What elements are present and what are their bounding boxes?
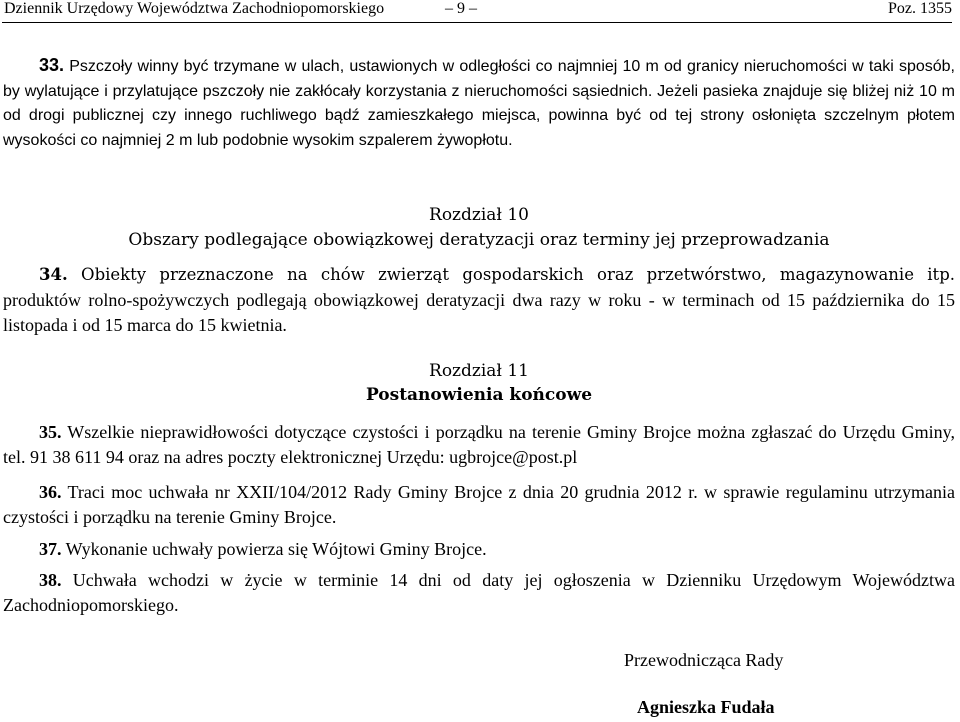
chapter-10-title: Rozdział 10 (429, 205, 529, 225)
paragraph-number: 35. (39, 422, 62, 442)
signature-role: Przewodnicząca Rady (624, 650, 784, 670)
chapter-11-title: Rozdział 11 (429, 361, 529, 381)
paragraph-text: Wykonanie uchwały powierza się Wójtowi Gminy Brojce. (61, 539, 487, 559)
journal-title: Dziennik Urzędowy Województwa Zachodniopomorskiego (4, 0, 385, 17)
paragraph-number: 38. (39, 570, 62, 590)
page-number: – 9 – (445, 0, 477, 17)
paragraph-text: Pszczoły winny być trzymane w ulach, ustawionych w odległości co najmniej 10 m od granicy nieruchomości w taki sposób, by wylatujące i przylatujące pszczoły nie zakłócały korzystania z nieruchomości sąsiednich. (3, 58, 955, 100)
paragraph-36 (3, 480, 955, 529)
paragraph-number: 34. (39, 265, 68, 284)
paragraph-text: Uchwała wchodzi w życie w terminie 14 dni od daty jej ogłoszenia w Dzienniku Urzędowym Województwa Zachodniopomorskiego. (3, 570, 955, 615)
paragraph-number: 36. (39, 482, 62, 502)
paragraph-text-continued: Jeżeli pasieka znajduje się bliżej niż 10 m od drogi publicznej czy innego ruchliwego bądź zamieszkałego miejsca, powinna być od tej strony osłonięta szczelnym płotem wysokości co najmniej 2 m lub podobnie wysokim szpalerem żywopłotu. (3, 82, 955, 149)
chapter-11-subtitle: Postanowienia końcowe (365, 385, 593, 405)
paragraph-number: 37. (39, 539, 62, 559)
paragraph-34 (3, 262, 955, 339)
page-header (2, 0, 952, 23)
paragraph-text: Traci moc uchwała nr XXII/104/2012 Rady Gminy Brojce z dnia 20 grudnia 2012 r. w sprawie regulaminu utrzymania czystości i porządku na terenie Gminy Brojce. (3, 482, 955, 527)
paragraph-text: Obiekty przeznaczone na chów zwierząt gospodarskich oraz przetwórstwo, magazynowanie itp. (67, 265, 955, 284)
paragraph-text-continued: produktów rolno-spożywczych podlegają obowiązkowej deratyzacji dwa razy w roku - w terminach od 15 października do 15 listopada i od 15 marca do 15 kwietnia. (3, 289, 955, 335)
signature-name: Agnieszka Fudała (637, 697, 775, 717)
paragraph-33 (3, 53, 955, 153)
paragraph-38 (3, 568, 955, 617)
chapter-10-subtitle: Obszary podlegające obowiązkowej deratyzacji oraz terminy jej przeprowadzania (128, 230, 830, 250)
paragraph-number: 33. (39, 55, 65, 75)
paragraph-35 (3, 420, 955, 469)
paragraph-text: Wszelkie nieprawidłowości dotyczące czystości i porządku na terenie Gminy Brojce można zgłaszać do Urzędu Gminy, tel. 91 38 611 94 oraz na adres poczty elektronicznej Urzędu: ugbrojce@post.pl (3, 422, 955, 467)
position-number: Poz. 1355 (888, 0, 952, 17)
paragraph-37 (3, 537, 955, 562)
